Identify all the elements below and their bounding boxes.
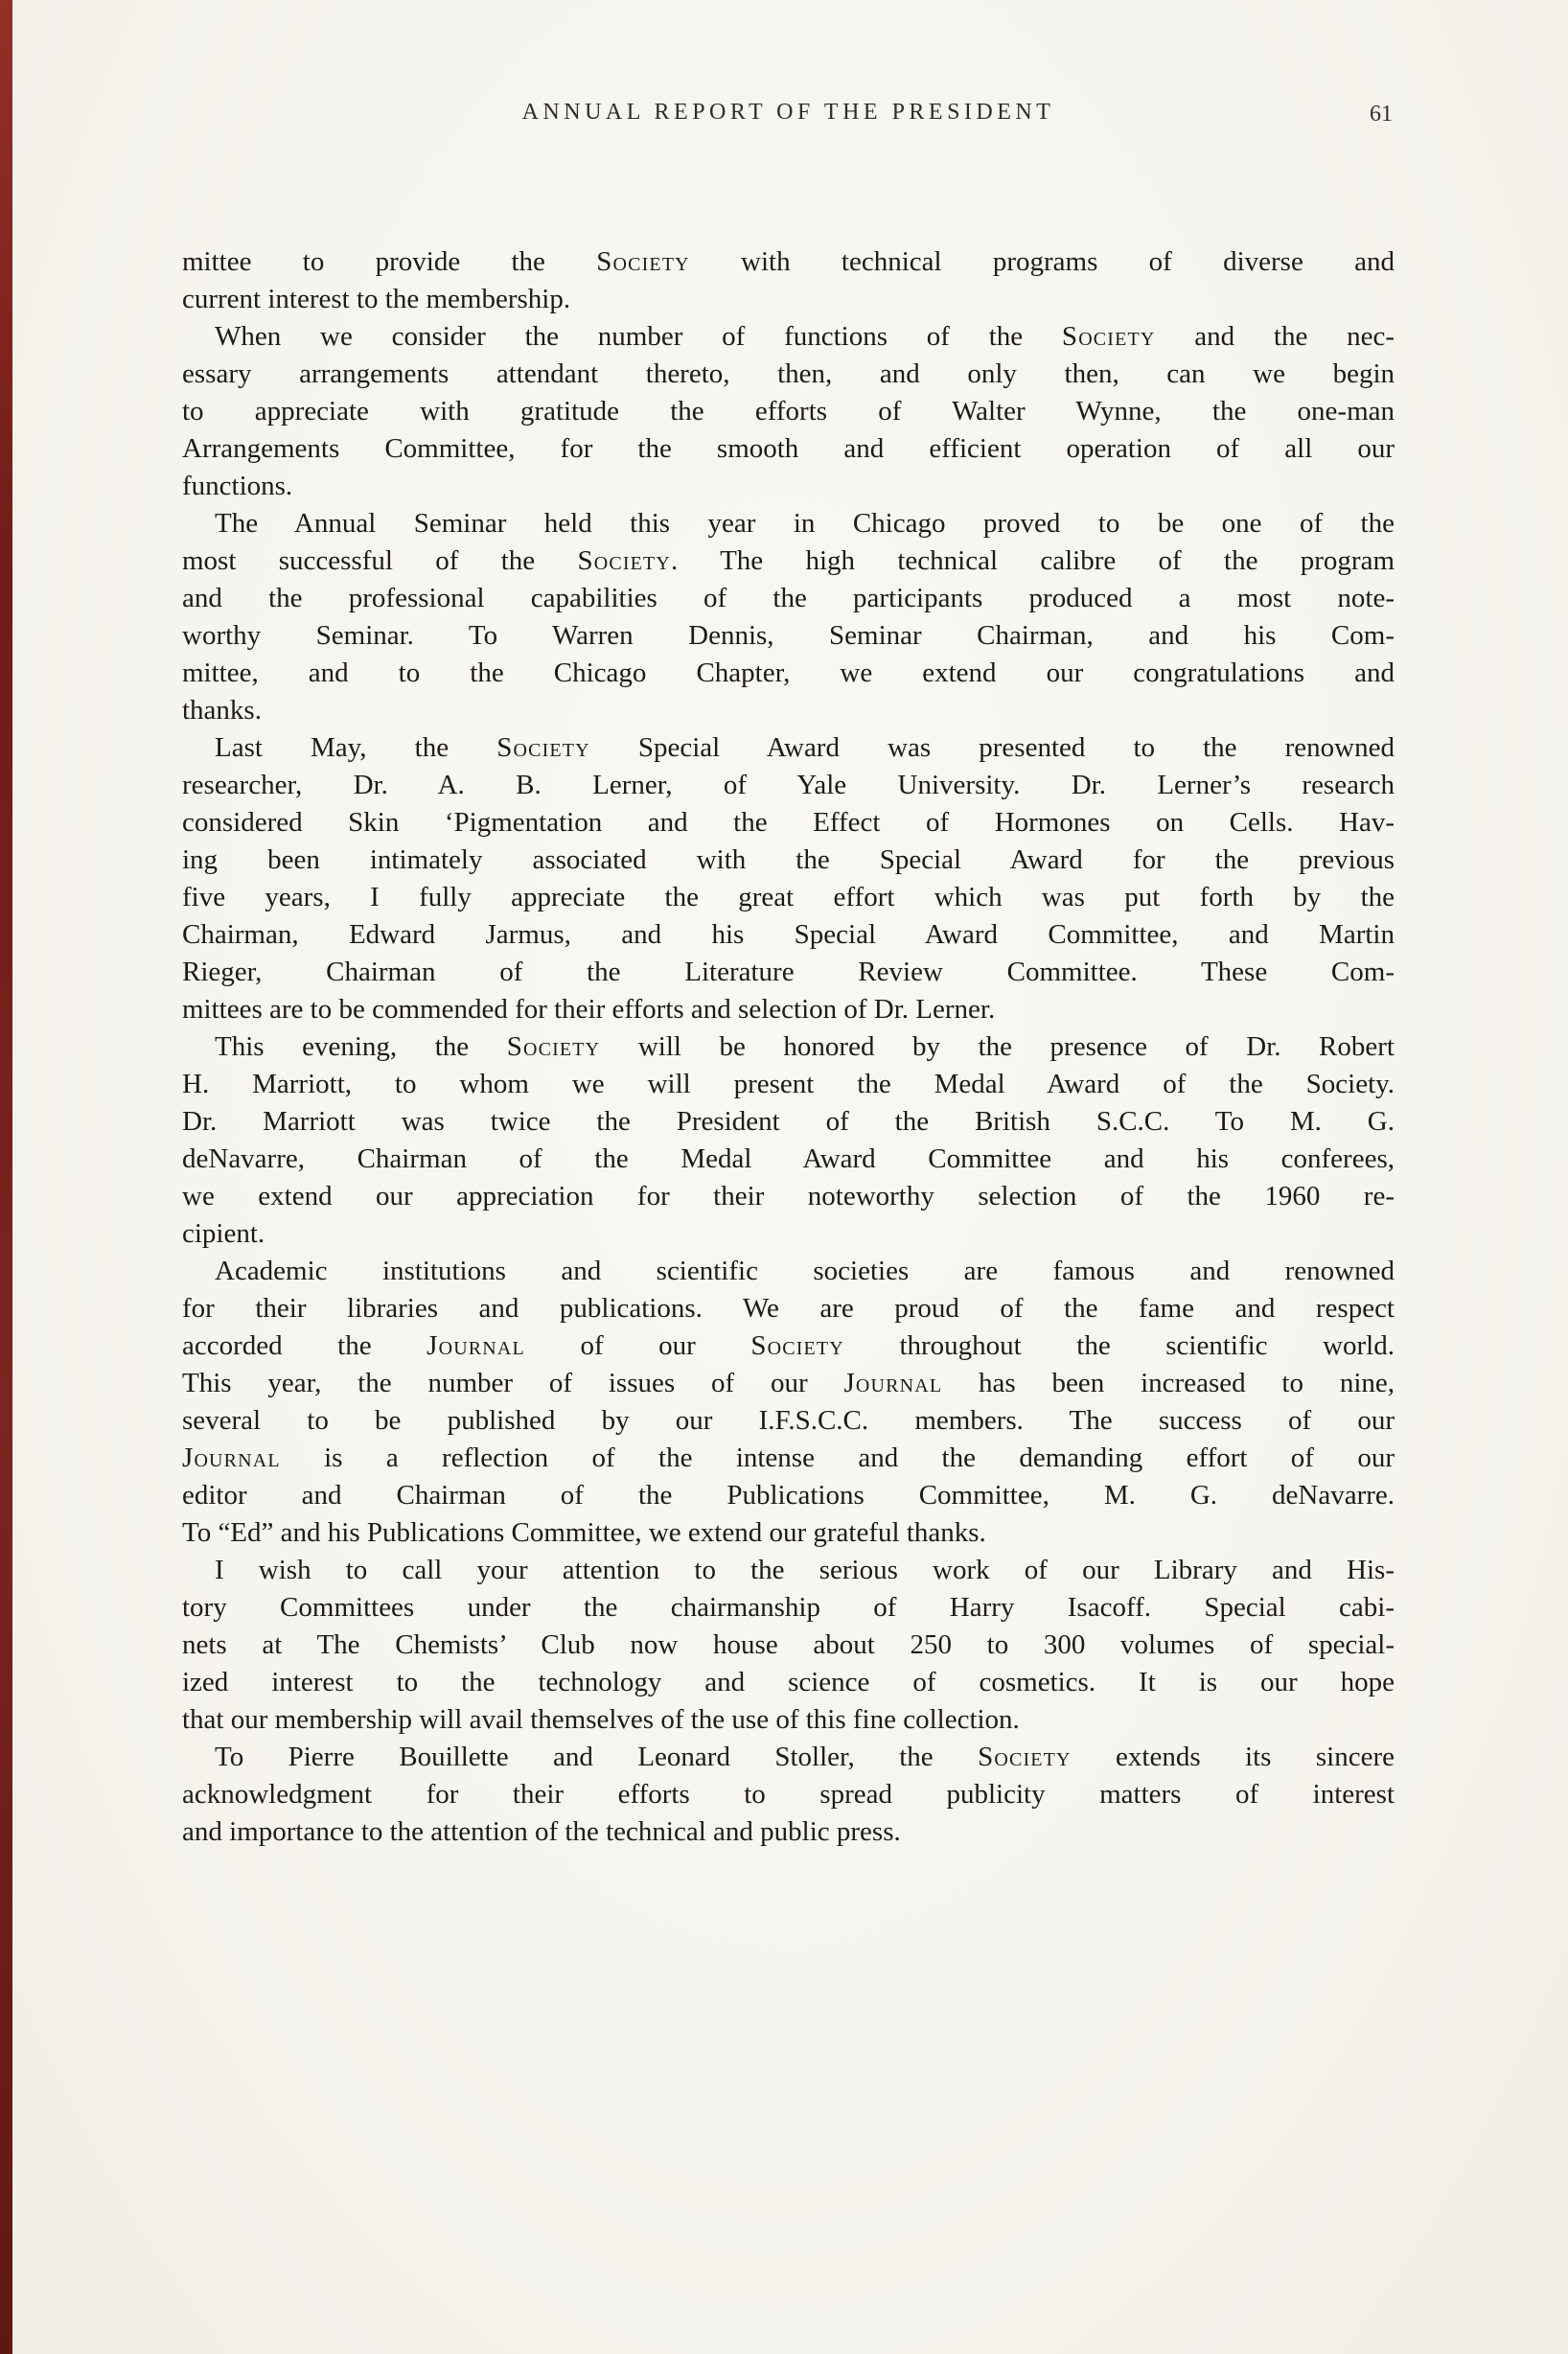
text-line: cipient. xyxy=(182,1218,265,1249)
text-line: tory Committees under the chairmanship of Harry Isacoff. Special cabi- xyxy=(182,1592,1395,1623)
text-line: ized interest to the technology and science of cosmetics. It is our hope xyxy=(182,1667,1395,1697)
text-line: that our membership will avail themselves of the use of this fine collection. xyxy=(182,1704,1020,1735)
text-line: deNavarre, Chairman of the Medal Award Committee and his conferees, xyxy=(182,1143,1395,1174)
small-caps-term: Society xyxy=(496,732,590,763)
text-line: functions. xyxy=(182,471,293,501)
text-line: mittees are to be commended for their efforts and selection of Dr. Lerner. xyxy=(182,994,996,1025)
paragraph xyxy=(182,1028,1395,1253)
text-line: I wish to call your attention to the serious work of our Library and His- xyxy=(215,1555,1395,1585)
small-caps-term: Journal xyxy=(182,1442,281,1473)
small-caps-term: Society xyxy=(506,1031,601,1062)
text-line: essary arrangements attendant thereto, then, and only then, can we begin xyxy=(182,358,1395,389)
text-line: ing been intimately associated with the Special Award for the previous xyxy=(182,844,1395,875)
text-line: five years, I fully appreciate the great effort which was put forth by the xyxy=(182,882,1395,912)
text-line: mittee, and to the Chicago Chapter, we extend our congratulations and xyxy=(182,658,1395,688)
paragraph xyxy=(182,505,1395,729)
small-caps-term: Society xyxy=(750,1330,844,1361)
small-caps-term: Society xyxy=(978,1742,1072,1772)
text-line: Rieger, Chairman of the Literature Review Committee. These Com- xyxy=(182,957,1395,987)
text-line: several to be published by our I.F.S.C.C. members. The success of our xyxy=(182,1405,1395,1436)
small-caps-term: Society xyxy=(596,246,690,277)
small-caps-term: Journal xyxy=(843,1368,943,1398)
page-header xyxy=(182,100,1395,130)
text-line: accorded the Journal of our Society throughout the scientific world. xyxy=(182,1330,1395,1361)
book-binding-edge xyxy=(0,0,12,2354)
text-line: Chairman, Edward Jarmus, and his Special Award Committee, and Martin xyxy=(182,919,1395,950)
text-line: Last May, the Society Special Award was presented to the renowned xyxy=(215,732,1395,763)
paragraph xyxy=(182,318,1395,505)
body-text xyxy=(182,243,1395,1851)
document-page xyxy=(182,0,1395,1851)
running-title: ANNUAL REPORT OF THE PRESIDENT xyxy=(521,100,1055,125)
paragraph xyxy=(182,1253,1395,1552)
text-line: thanks. xyxy=(182,695,262,726)
text-line: considered Skin ‘Pigmentation and the Effect of Hormones on Cells. Hav- xyxy=(182,807,1395,838)
paragraph xyxy=(182,243,1395,318)
text-line: Arrangements Committee, for the smooth and efficient operation of all our xyxy=(182,433,1395,464)
text-line: we extend our appreciation for their noteworthy selection of the 1960 re- xyxy=(182,1181,1395,1212)
text-line: This evening, the Society will be honored by the presence of Dr. Robert xyxy=(215,1031,1395,1062)
text-line: mittee to provide the Society with technical programs of diverse and xyxy=(182,246,1395,277)
text-line: and the professional capabilities of the participants produced a most note- xyxy=(182,583,1395,613)
small-caps-term: Society xyxy=(577,545,672,576)
text-line: To “Ed” and his Publications Committee, we extend our grateful thanks. xyxy=(182,1517,986,1548)
small-caps-term: Society xyxy=(1061,321,1156,352)
paragraph xyxy=(182,729,1395,1028)
text-line: Academic institutions and scientific societies are famous and renowned xyxy=(215,1256,1395,1286)
text-line: researcher, Dr. A. B. Lerner, of Yale University. Dr. Lerner’s research xyxy=(182,770,1395,800)
text-line: worthy Seminar. To Warren Dennis, Seminar Chairman, and his Com- xyxy=(182,620,1395,651)
small-caps-term: Journal xyxy=(427,1330,525,1361)
text-line: This year, the number of issues of our Journal has been increased to nine, xyxy=(182,1368,1395,1398)
text-line: H. Marriott, to whom we will present the Medal Award of the Society. xyxy=(182,1069,1395,1099)
text-line: To Pierre Bouillette and Leonard Stoller, the Society extends its sincere xyxy=(215,1742,1395,1772)
text-line: to appreciate with gratitude the efforts of Walter Wynne, the one-man xyxy=(182,396,1395,427)
text-line: editor and Chairman of the Publications Committee, M. G. deNavarre. xyxy=(182,1480,1395,1511)
text-line: and importance to the attention of the technical and public press. xyxy=(182,1816,901,1847)
text-line: current interest to the membership. xyxy=(182,284,571,314)
paragraph xyxy=(182,1739,1395,1851)
text-line: for their libraries and publications. We are proud of the fame and respect xyxy=(182,1293,1395,1324)
text-line: When we consider the number of functions of the Society and the nec- xyxy=(215,321,1395,352)
text-line: acknowledgment for their efforts to spread publicity matters of interest xyxy=(182,1779,1395,1810)
text-line: Journal is a reflection of the intense and the demanding effort of our xyxy=(182,1442,1395,1473)
paragraph xyxy=(182,1552,1395,1739)
text-line: Dr. Marriott was twice the President of the British S.C.C. To M. G. xyxy=(182,1106,1395,1137)
text-line: nets at The Chemists’ Club now house about 250 to 300 volumes of special- xyxy=(182,1629,1395,1660)
page-number: 61 xyxy=(1370,102,1393,127)
text-line: The Annual Seminar held this year in Chicago proved to be one of the xyxy=(215,508,1395,539)
text-line: most successful of the Society. The high technical calibre of the program xyxy=(182,545,1395,576)
